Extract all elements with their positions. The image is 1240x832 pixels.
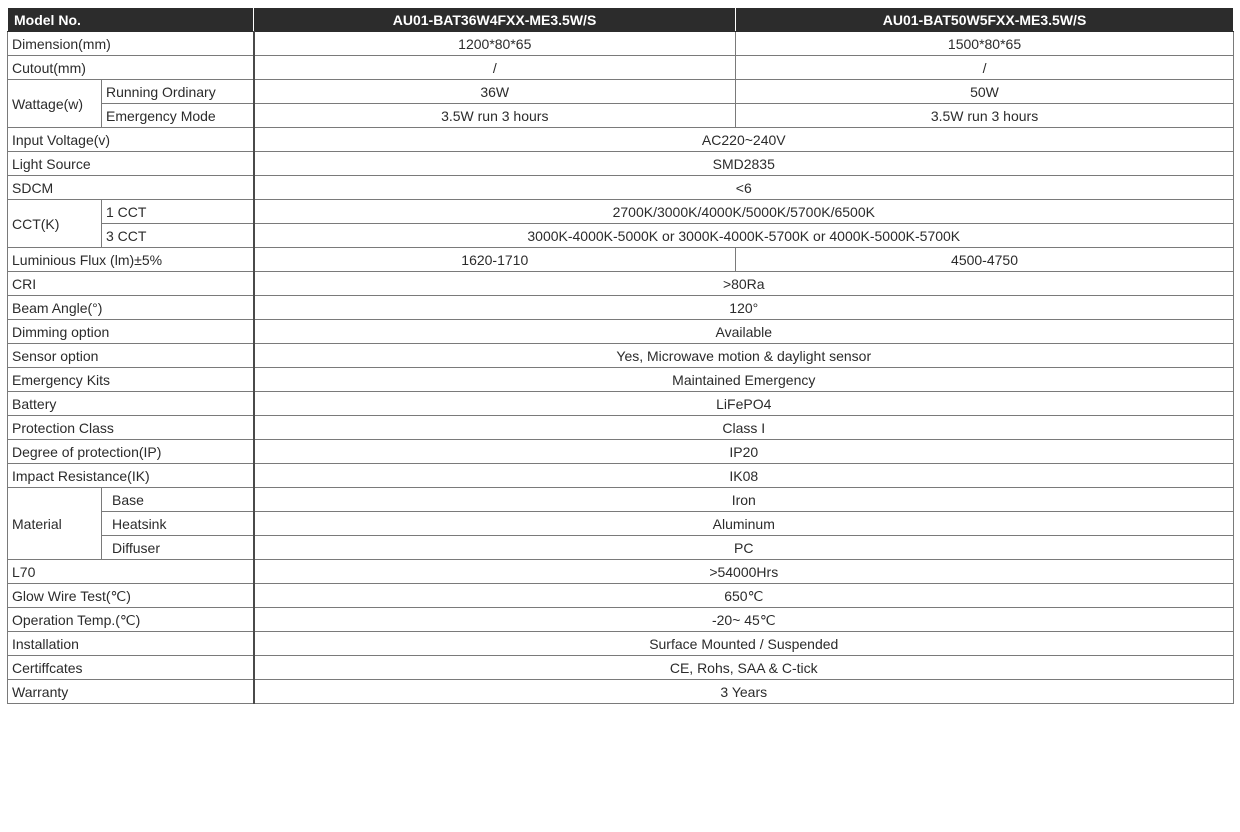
row-dimming (8, 320, 1234, 344)
ip-label: Degree of protection(IP) (8, 440, 254, 464)
ik-value: IK08 (254, 464, 1234, 488)
material-diffuser-value: PC (254, 536, 1234, 560)
beam-angle-value: 120° (254, 296, 1234, 320)
protection-class-value: Class I (254, 416, 1234, 440)
row-beam-angle (8, 296, 1234, 320)
dimension-label: Dimension(mm) (8, 32, 254, 56)
dimension-b: 1500*80*65 (736, 32, 1234, 56)
ip-value: IP20 (254, 440, 1234, 464)
row-flux (8, 248, 1234, 272)
operation-temp-label: Operation Temp.(℃) (8, 608, 254, 632)
light-source-label: Light Source (8, 152, 254, 176)
protection-class-label: Protection Class (8, 416, 254, 440)
model-a: AU01-BAT36W4FXX-ME3.5W/S (254, 8, 736, 32)
row-battery (8, 392, 1234, 416)
flux-a: 1620-1710 (254, 248, 736, 272)
material-base-label: Base (102, 488, 254, 512)
flux-label: Luminious Flux (lm)±5% (8, 248, 254, 272)
emergency-kits-value: Maintained Emergency (254, 368, 1234, 392)
cct-one-label: 1 CCT (102, 200, 254, 224)
material-diffuser-label: Diffuser (102, 536, 254, 560)
l70-label: L70 (8, 560, 254, 584)
cct-one-value: 2700K/3000K/4000K/5000K/5700K/6500K (254, 200, 1234, 224)
emergency-mode-label: Emergency Mode (102, 104, 254, 128)
operation-temp-value: -20~ 45℃ (254, 608, 1234, 632)
running-a: 36W (254, 80, 736, 104)
beam-angle-label: Beam Angle(°) (8, 296, 254, 320)
sdcm-value: <6 (254, 176, 1234, 200)
material-heatsink-label: Heatsink (102, 512, 254, 536)
row-wattage-emergency (8, 104, 1234, 128)
row-emergency-kits (8, 368, 1234, 392)
dimming-value: Available (254, 320, 1234, 344)
row-material-diffuser (8, 536, 1234, 560)
certificates-value: CE, Rohs, SAA & C-tick (254, 656, 1234, 680)
row-installation (8, 632, 1234, 656)
row-protection-class (8, 416, 1234, 440)
row-cri (8, 272, 1234, 296)
emergency-mode-b: 3.5W run 3 hours (736, 104, 1234, 128)
glow-wire-label: Glow Wire Test(℃) (8, 584, 254, 608)
dimming-label: Dimming option (8, 320, 254, 344)
material-heatsink-value: Aluminum (254, 512, 1234, 536)
row-dimension (8, 32, 1234, 56)
sensor-label: Sensor option (8, 344, 254, 368)
row-ik (8, 464, 1234, 488)
cct-three-value: 3000K-4000K-5000K or 3000K-4000K-5700K or 4000K-5000K-5700K (254, 224, 1234, 248)
dimension-a: 1200*80*65 (254, 32, 736, 56)
row-material-base (8, 488, 1234, 512)
running-label: Running Ordinary (102, 80, 254, 104)
emergency-kits-label: Emergency Kits (8, 368, 254, 392)
model-label: Model No. (8, 8, 254, 32)
battery-label: Battery (8, 392, 254, 416)
glow-wire-value: 650℃ (254, 584, 1234, 608)
row-certificates (8, 656, 1234, 680)
installation-value: Surface Mounted / Suspended (254, 632, 1234, 656)
warranty-label: Warranty (8, 680, 254, 704)
spec-table (7, 7, 1234, 704)
sensor-value: Yes, Microwave motion & daylight sensor (254, 344, 1234, 368)
row-cutout (8, 56, 1234, 80)
ik-label: Impact Resistance(IK) (8, 464, 254, 488)
cutout-a: / (254, 56, 736, 80)
cct-label: CCT(K) (8, 200, 102, 248)
input-voltage-value: AC220~240V (254, 128, 1234, 152)
flux-b: 4500-4750 (736, 248, 1234, 272)
light-source-value: SMD2835 (254, 152, 1234, 176)
warranty-value: 3 Years (254, 680, 1234, 704)
wattage-label: Wattage(w) (8, 80, 102, 128)
cct-three-label: 3 CCT (102, 224, 254, 248)
row-sensor (8, 344, 1234, 368)
row-wattage-running (8, 80, 1234, 104)
material-base-value: Iron (254, 488, 1234, 512)
row-input-voltage (8, 128, 1234, 152)
l70-value: >54000Hrs (254, 560, 1234, 584)
row-glow-wire (8, 584, 1234, 608)
input-voltage-label: Input Voltage(v) (8, 128, 254, 152)
row-warranty (8, 680, 1234, 704)
cri-value: >80Ra (254, 272, 1234, 296)
model-b: AU01-BAT50W5FXX-ME3.5W/S (736, 8, 1234, 32)
header-row (8, 8, 1234, 32)
row-material-heatsink (8, 512, 1234, 536)
row-ip (8, 440, 1234, 464)
running-b: 50W (736, 80, 1234, 104)
certificates-label: Certiffcates (8, 656, 254, 680)
row-operation-temp (8, 608, 1234, 632)
row-sdcm (8, 176, 1234, 200)
battery-value: LiFePO4 (254, 392, 1234, 416)
cutout-b: / (736, 56, 1234, 80)
row-l70 (8, 560, 1234, 584)
installation-label: Installation (8, 632, 254, 656)
cutout-label: Cutout(mm) (8, 56, 254, 80)
emergency-mode-a: 3.5W run 3 hours (254, 104, 736, 128)
cri-label: CRI (8, 272, 254, 296)
material-label: Material (8, 488, 102, 560)
row-cct-one (8, 200, 1234, 224)
row-light-source (8, 152, 1234, 176)
row-cct-three (8, 224, 1234, 248)
sdcm-label: SDCM (8, 176, 254, 200)
